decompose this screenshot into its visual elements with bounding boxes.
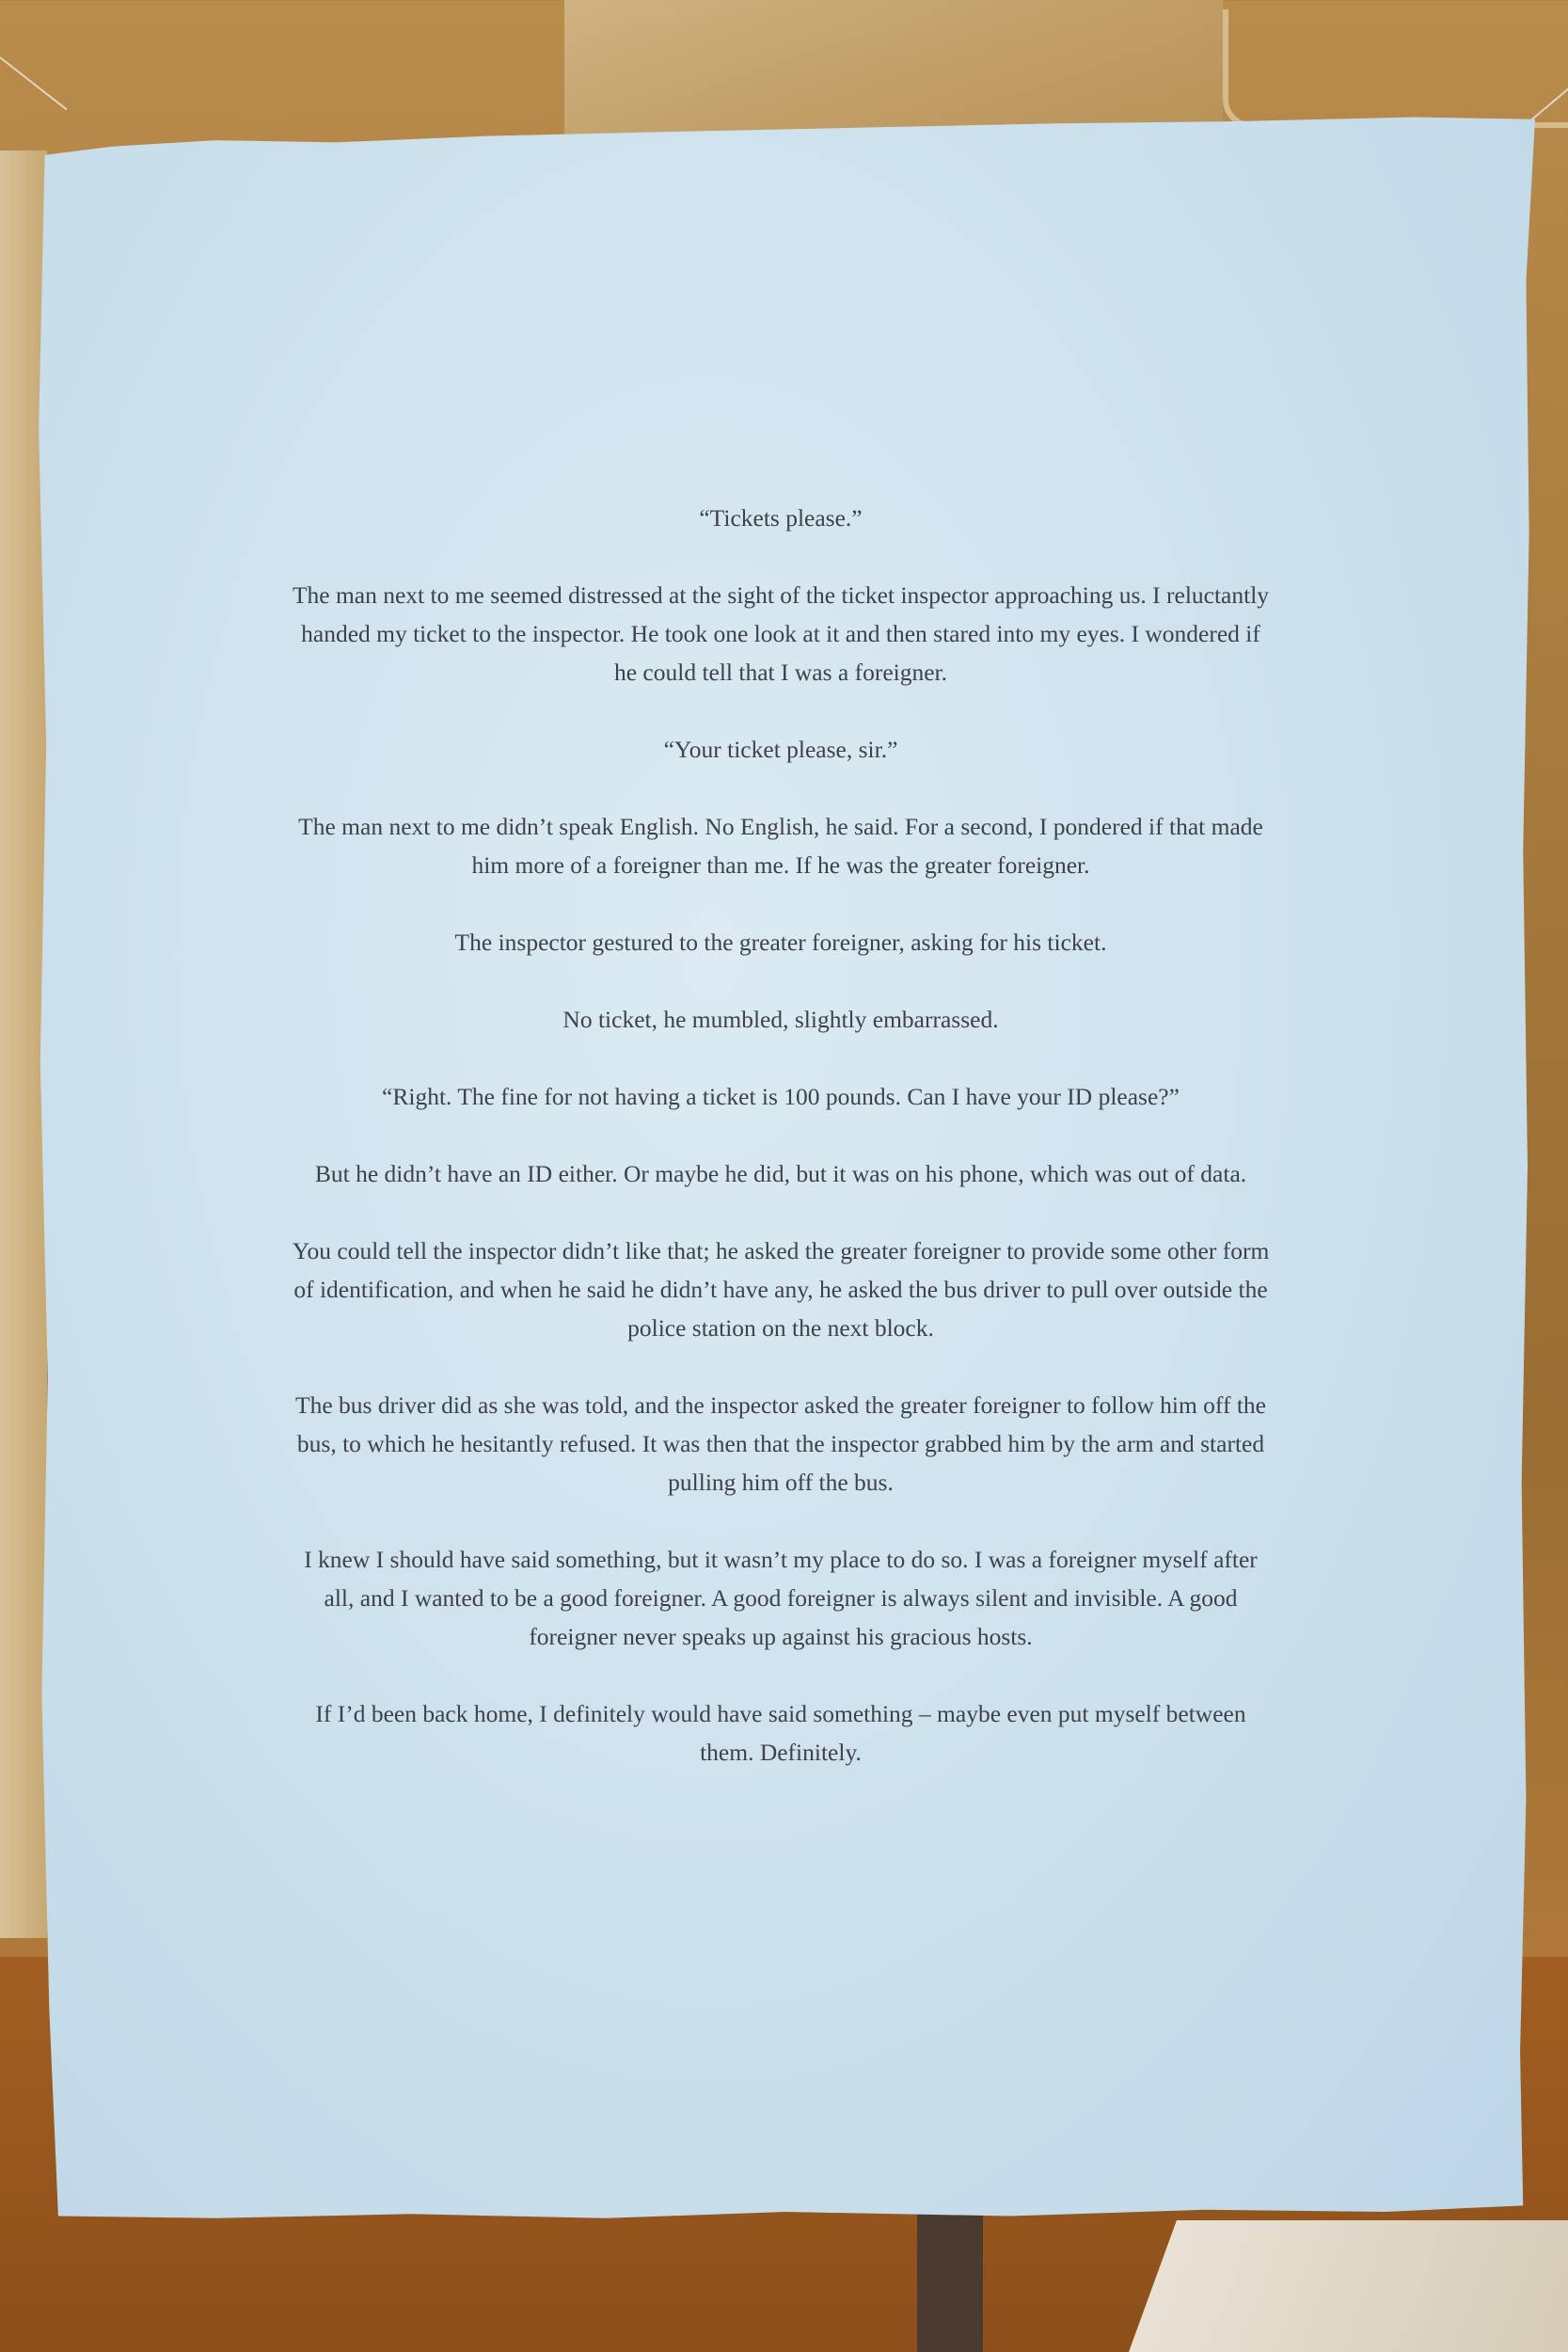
display-stand xyxy=(917,2201,983,2352)
paragraph: “Tickets please.” xyxy=(699,504,863,532)
bench xyxy=(1129,2220,1568,2352)
hanging-wire-left xyxy=(0,56,68,110)
decorative-molding xyxy=(1223,9,1568,128)
paragraph: If I’d been back home, I definitely would have said something – maybe even put myself between them. Definitely. xyxy=(315,1700,1246,1766)
paragraph: No ticket, he mumbled, slightly embarrassed. xyxy=(562,1006,999,1033)
paragraph: But he didn’t have an ID either. Or maybe he did, but it was on his phone, which was out of data. xyxy=(314,1160,1247,1187)
paragraph: The inspector gestured to the greater foreigner, asking for his ticket. xyxy=(454,929,1107,956)
story-text xyxy=(292,499,1270,1810)
paragraph: The man next to me didn’t speak English. No English, he said. For a second, I pondered if that made him more of a foreigner than me. If he was the greater foreigner. xyxy=(298,813,1263,879)
paragraph: You could tell the inspector didn’t like that; he asked the greater foreigner to provide some other form of identification, and when he said he didn’t have any, he asked the bus driver to pull over outside the police station on the next block. xyxy=(292,1237,1270,1342)
paragraph: I knew I should have said something, but it wasn’t my place to do so. I was a foreigner myself after all, and I wanted to be a good foreigner. A good foreigner is always silent and invisible. A good foreigner never speaks up against his gracious hosts. xyxy=(304,1546,1258,1650)
paragraph: “Your ticket please, sir.” xyxy=(663,736,898,763)
paragraph: “Right. The fine for not having a ticket is 100 pounds. Can I have your ID please?” xyxy=(382,1083,1180,1110)
paragraph: The bus driver did as she was told, and the inspector asked the greater foreigner to follow him off the bus, to which he hesitantly refused. It was then that the inspector grabbed him by the arm and started pulling him off the bus. xyxy=(295,1391,1266,1496)
paragraph: The man next to me seemed distressed at the sight of the ticket inspector approaching us. I reluctantly handed my ticket to the inspector. He took one look at it and then stared into my eyes. I wondered if he could tell that I was a foreigner. xyxy=(292,581,1270,686)
